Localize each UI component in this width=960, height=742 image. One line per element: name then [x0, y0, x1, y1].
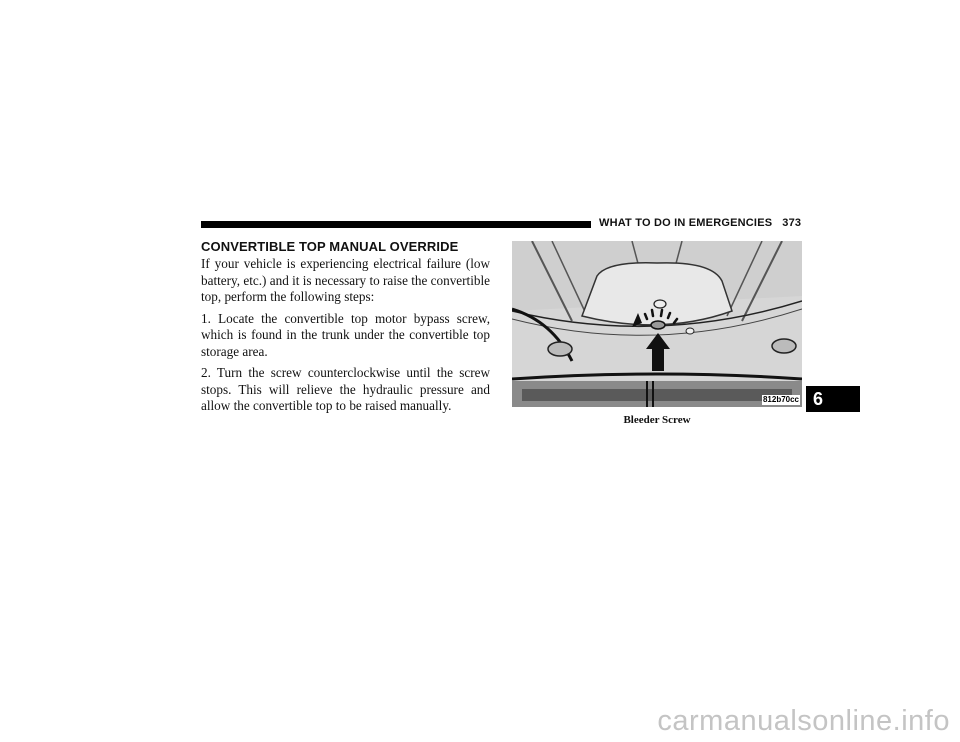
chapter-tab: 6	[806, 386, 860, 412]
running-header	[599, 217, 809, 229]
watermark: carmanualsonline.info	[657, 705, 950, 737]
page-number: 373	[782, 217, 802, 229]
step-1-paragraph: 1. Locate the convertible top motor bypass screw, which is found in the trunk under the convertible top storage area.	[201, 310, 490, 359]
bleeder-screw-illustration	[512, 241, 802, 407]
trunk-illustration-graphic	[512, 241, 802, 407]
header-section-title: WHAT TO DO IN EMERGENCIES	[599, 217, 773, 229]
body-text	[201, 256, 490, 420]
section-title: CONVERTIBLE TOP MANUAL OVERRIDE	[201, 239, 459, 254]
intro-paragraph: If your vehicle is experiencing electrical failure (low battery, etc.) and it is necessary to raise the convertible top, perform the following steps:	[201, 256, 490, 304]
figure-code: 812b70cc	[762, 395, 799, 404]
step-2-paragraph: 2. Turn the screw counterclockwise until the screw stops. This will relieve the hydraulic pressure and allow the convertible top to be raised manually.	[201, 365, 490, 413]
figure-caption: Bleeder Screw	[623, 414, 691, 426]
header-rule	[201, 221, 591, 228]
